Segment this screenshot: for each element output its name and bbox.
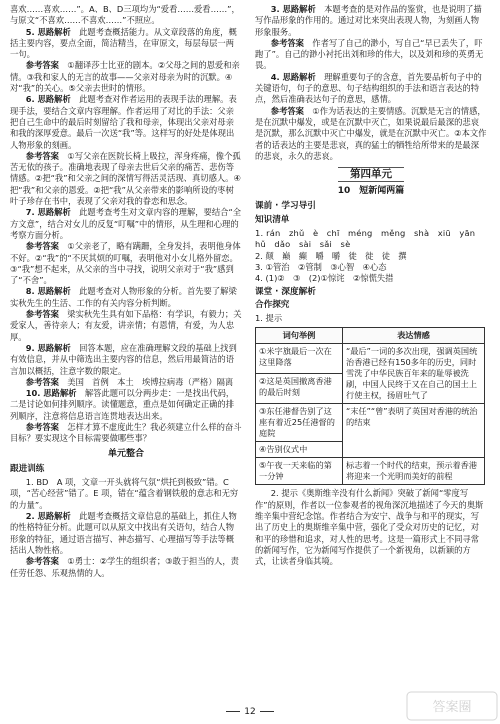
page-number: 12 [0,707,500,718]
table-cell: ⑤午夜一天来临的第一分钟 [256,458,343,485]
unit-summary-title: 单元整合 [107,448,144,459]
paragraph: 喜欢……喜欢……”。A、B、D三项均为“爱看……爱看……”，与原文“不喜欢……不喜欢……”不照应。 [10,4,240,26]
table-row [256,344,485,374]
paragraph: 参考答案 ①勇士：②学生的组织者；③敢于担当的人，责任劳任怨、乐观热情的人。 [10,556,239,578]
knowledge-heading: 知识清单 [255,214,290,225]
paragraph: 4. 思路解析 理解重要句子的含意，首先要品析句子中的关键语句，句子的意思、句子结构组织的手法和语言表达的特点，然后准确表达句子的意思，感情。 [255,71,482,105]
table-header-row [256,328,485,344]
table-header-cell: 词句举例 [256,328,343,344]
watermark-logo [406,690,498,722]
paragraph: 参考答案 ①作为话表达的主要情感。沉默是无言的情感，是在沉默中爆发，或是在沉默中灭亡，如果说最后最深的悲哀是沉默，那么沉默中灭亡中爆发，就是在沉默中灭亡。②本文作者的话表达的主要是悲哀，真的猛士的牺牲给所带来的是最深的悲哀，永久的悲哀。 [255,105,487,161]
paragraph: 9. 思路解析 回答本题，应在准确理解文段的基础上找到有效信息，并从中筛选出主要内容的信息，然后用最简洁的语言加以概括，注意字数的限定。 [10,342,237,376]
dash-left [226,711,240,712]
paragraph: 1. BD A 项，文章一开头就将气氛“烘托到极致”错。C 项，“苦心经营”错了。E 项，错在“蕴含着钢铁般的意志和无穷的力量”。 [10,477,239,510]
pinyin-answers: 1. rán zhǔ è chī méng měng shà xiū yān hǔ dǎo sài sǎi sè [255,228,484,250]
table-cell: “末任”“曾”表明了英国对香港的统治的结束 [343,404,485,458]
paragraph: 3. 思路解析 本题考查的是对作品的鉴赏，也是说明了描写作品形象的作用的。通过对比来突出表现人物，为刻画人物形象服务。 [255,4,482,37]
pre-class-heading: 课前 · 学习导引 [255,201,316,212]
table-cell: ②这是英国撤离香港的最后时刻 [256,374,343,404]
follow-training-heading: 跟进训练 [10,463,45,474]
table-row [256,458,485,485]
paragraph: 2. 提示《奥斯维辛没有什么新闻》突破了新闻“零度写作”的原则，作者以一位参观者的视角深沉地描述了今天的奥斯维辛集中营纪念馆。作者结合为安宁、战争与和平的现实，写出了历史上的奥斯维辛集中营，强化了受众对历史的记忆，对和平的珍惜和追求，对人性的思考。这是一篇形式上不同寻常的新闻写作，它为新闻写作提供了一个新视角，以新颖的方式，让读者身临其境。 [255,488,484,567]
paragraph: 10. 思路解析 解答此题可以分两步走：一是找出代码，二是讨论如何排列顺序。读懂题意，重点是如何确定正确的排列顺序，注意将信息语言连贯地表达出来。 [10,388,235,421]
paragraph: 7. 思路解析 此题考查考生对文章内容的理解，要结合“全方文意”，结合对女儿的反复“叮嘱”中的情形，从生理和心理的考察方面分析。 [10,207,242,240]
paragraph: 参考答案 ①写父亲在医院长椅上吸拉，浑身疼痛，像个孤苦无依的孩子。准确地表现了母亲去世后父亲的痛苦、悲伤等情感。②把“我”和父亲之间的深情写得活灵活现、真切感人。④把“我”和父亲的恩爱。②把“我”从父亲带来的影响所设的枣树叶子珍存在书中，表现了父亲对我的眷恋和思念。 [10,150,241,207]
paragraph: 参考答案 作者写了自己的渺小，写自己“早已丢失了，吓跑了”。自己的渺小衬托出刘和珍的伟大，以及刘和珍的英勇无畏。 [255,37,484,71]
paragraph: 3. ①管治 ②管制 ③心智 ④心态 [255,261,387,272]
table-cell: 标志着一个时代的结束，预示着香港将迎来一个光明而美好的前程 [343,458,485,485]
dash-right [260,711,274,712]
analysis-table [255,327,485,485]
paragraph: 8. 思路解析 此题考查对人物形象的分析。首先要了解梁实秋先生的生活、工作的有关内容分析判断。 [10,286,237,308]
paragraph: 2. 颠 巅 癫 嚼 嚼 徙 徙 徒 撰 [255,250,407,261]
hint-label: 1. 提示 [255,313,283,324]
left-column [10,4,242,579]
paragraph: 参考答案 梁实秋先生具有如下品格：有学识，有毅力；关爱家人，善待亲人；有友爱，讲亲情；有恩情，有爱，为人忠厚。 [10,309,242,342]
table-row [256,404,485,442]
paragraph: 2. 思路解析 此题考查概括文章信息的基础上，抓住人物的性格特征分析。此题可以从原文中找出有关语句，结合人物形象的特征，通过语言描写、神态描写、心理描写等手法等概括出人物性格。 [10,511,237,555]
watermark-text: 答案圈 [432,700,472,715]
paragraph: 参考答案 ①翻译莎士比亚的剧本。②父母之间的恩爱和亲情。③我和家人的无言的故事——父亲对母亲为时的沉默。④对“我”的关心。⑤父亲去世时的情形。 [10,60,240,94]
paragraph: 6. 思路解析 此题考查对作者运用的表现手法的理解。表现手法，要结合文章内容理解。作者运用了对比的手法：父亲把自己生命中的最后时刻留给了我和母亲，体现出父亲对母亲和我的深厚爱意。最后一次送“我”等。这样写的好处是体现出人物形象的刻画。 [10,94,237,150]
paragraph: 5. 思路解析 此题考查概括能力。从文章段落的角度，概括主要内容，要点全面，简洁精当，在审原文，每层每层一两一句。 [10,26,237,60]
explore-heading: 合作探究 [255,299,290,310]
table-cell: “最后”一词的多次出现，强调英国统治香港已经有150多年的历史，同时雪洗了中华民族百年来的耻辱被洗刷，中国人民终于又在自己的国土上行使主权，扬眉吐气了 [343,344,485,404]
right-column [255,4,487,568]
table-cell: ④告别仪式中 [256,442,343,458]
table-header-cell: 表达情感 [343,328,485,344]
paragraph: 4. (1)② ③ (2)①惊诧 ②惊慌失措 [255,273,394,284]
in-class-heading: 课堂 · 深度解析 [255,286,316,297]
paragraph: 参考答案 怎样才算不虚度此生？我必须建立什么样的奋斗目标？要实现这个目标需要做哪些事？ [10,421,242,444]
table-cell: ③东任港督告别了这座有着近25任港督的庭院 [256,404,343,442]
table-cell: ①米字旗最后一次在这里降落 [256,344,343,374]
unit-four-title: 第四单元 [255,167,487,182]
lesson-title: 10 短新闻两篇 [337,186,405,197]
paragraph: 参考答案 ①父亲老了，略有蹒跚，全身发抖，表明他身体不好。②“我”的“不厌其烦的叮嘱，表明他对小女儿格外留恋。③“我”想不起来，从父亲的当中寻找，说明父亲对于“我”感到了“不舍”。 [10,241,241,286]
paragraph: 参考答案 美国 首例 本土 埃博拉病毒（严格）隔离 [25,376,234,387]
